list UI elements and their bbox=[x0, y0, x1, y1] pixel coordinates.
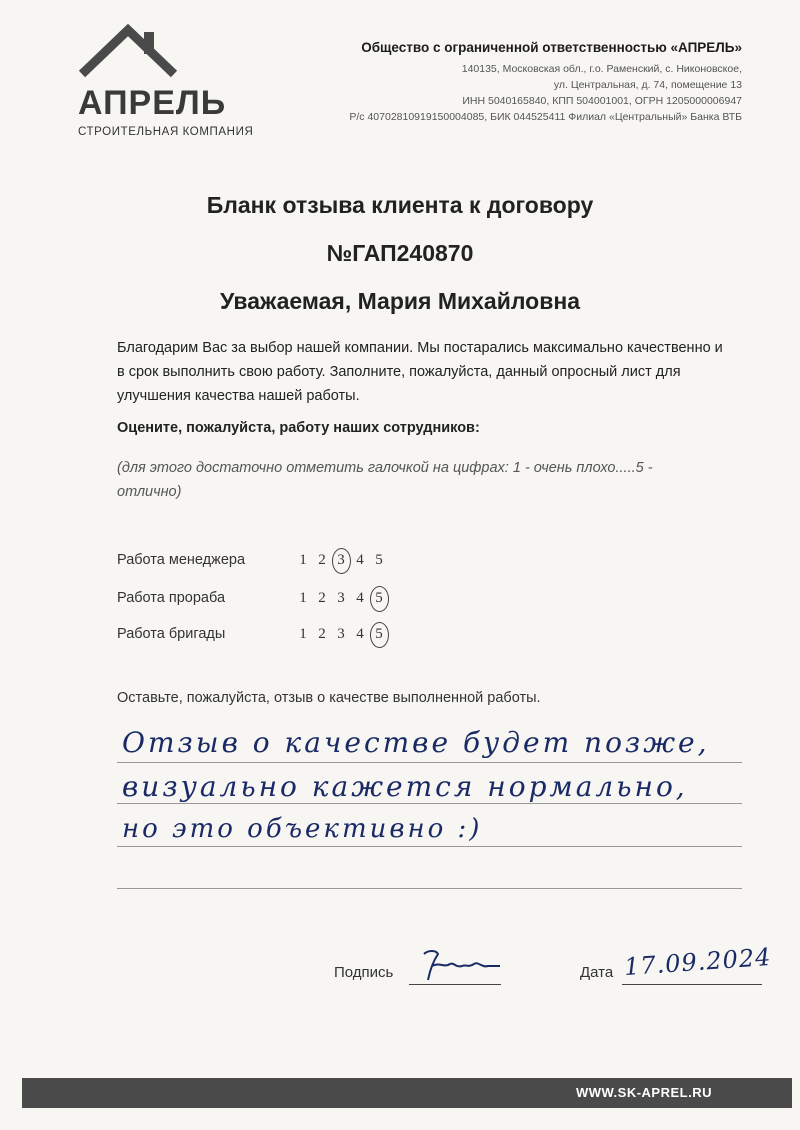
company-ids: ИНН 5040165840, КПП 504001001, ОГРН 1205000006947 bbox=[462, 95, 742, 107]
rating-option-3[interactable]: 3 bbox=[337, 552, 345, 568]
rating-scale bbox=[297, 548, 407, 574]
logo-subtitle: СТРОИТЕЛЬНАЯ КОМПАНИЯ bbox=[78, 126, 254, 138]
rating-option-2[interactable]: 2 bbox=[318, 590, 326, 606]
signature-line bbox=[409, 984, 501, 985]
feedback-rule bbox=[117, 762, 742, 763]
rating-row-foreman bbox=[117, 586, 517, 612]
company-logo bbox=[70, 22, 300, 138]
feedback-rule bbox=[117, 888, 742, 889]
rating-option-5[interactable]: 5 bbox=[375, 590, 383, 606]
signature-label: Подпись bbox=[334, 964, 394, 981]
rating-label: Работа бригады bbox=[117, 626, 226, 642]
company-address-1: 140135, Московская обл., г.о. Раменский, с. Никоновское, bbox=[461, 63, 742, 75]
contract-number: №ГАП240870 bbox=[326, 240, 474, 266]
feedback-handwritten-line: Отзыв о качестве будет позже, bbox=[122, 726, 710, 759]
company-details bbox=[312, 40, 742, 125]
rating-option-4[interactable]: 4 bbox=[356, 590, 364, 606]
date-line bbox=[622, 984, 762, 985]
rating-option-1[interactable]: 1 bbox=[299, 626, 307, 642]
rating-option-2[interactable]: 2 bbox=[318, 552, 326, 568]
rating-option-3[interactable]: 3 bbox=[337, 590, 345, 606]
feedback-handwritten-line: но это объективно :) bbox=[122, 814, 483, 844]
rating-option-4[interactable]: 4 bbox=[356, 552, 364, 568]
rating-option-2[interactable]: 2 bbox=[318, 626, 326, 642]
rate-hint: (для этого достаточно отметить галочкой на цифрах: 1 - очень плохо.....5 - отлично) bbox=[117, 460, 653, 500]
feedback-rule bbox=[117, 846, 742, 847]
greeting: Уважаемая, Мария Михайловна bbox=[219, 288, 581, 314]
rating-row-crew bbox=[117, 622, 517, 648]
selected-rating-mark bbox=[370, 586, 389, 612]
rating-scale bbox=[297, 586, 407, 612]
selected-rating-mark bbox=[332, 548, 351, 574]
feedback-prompt: Оставьте, пожалуйста, отзыв о качестве выполненной работы. bbox=[117, 690, 541, 706]
feedback-handwritten-line: визуально кажется нормально, bbox=[122, 770, 688, 803]
rating-option-4[interactable]: 4 bbox=[356, 626, 364, 642]
feedback-rule bbox=[117, 803, 742, 804]
rate-heading: Оцените, пожалуйста, работу наших сотрудников: bbox=[117, 420, 480, 436]
company-address-2: ул. Центральная, д. 74, помещение 13 bbox=[553, 79, 742, 91]
roof-icon bbox=[78, 22, 188, 80]
signature-image bbox=[410, 946, 510, 986]
rating-label: Работа менеджера bbox=[117, 552, 246, 568]
rating-row-manager bbox=[117, 548, 517, 574]
date-label: Дата bbox=[580, 964, 614, 981]
date-value: 17.09.2024 bbox=[623, 942, 773, 982]
form-title: Бланк отзыва клиента к договору bbox=[206, 192, 594, 218]
rating-label: Работа прораба bbox=[117, 590, 226, 606]
rating-option-1[interactable]: 1 bbox=[299, 552, 307, 568]
rating-option-1[interactable]: 1 bbox=[299, 590, 307, 606]
footer-bar bbox=[22, 1078, 792, 1108]
company-name: Общество с ограниченной ответственностью «АПРЕЛЬ» bbox=[361, 40, 742, 55]
company-bank: Р/с 40702810919150004085, БИК 044525411 Филиал «Центральный» Банка ВТБ bbox=[349, 111, 742, 123]
rating-option-5[interactable]: 5 bbox=[375, 626, 383, 642]
intro-text: Благодарим Вас за выбор нашей компании. Мы постарались максимально качественно и в срок выполнить свою работу. Заполните, пожалуйста, данный опросный лист для улучшения качества нашей работы. bbox=[117, 340, 723, 404]
footer-url: WWW.SK-APREL.RU bbox=[575, 1085, 712, 1100]
selected-rating-mark bbox=[370, 622, 389, 648]
logo-name: АПРЕЛЬ bbox=[78, 84, 227, 122]
rating-scale bbox=[297, 622, 407, 648]
rating-option-3[interactable]: 3 bbox=[337, 626, 345, 642]
rating-option-5[interactable]: 5 bbox=[375, 552, 383, 568]
